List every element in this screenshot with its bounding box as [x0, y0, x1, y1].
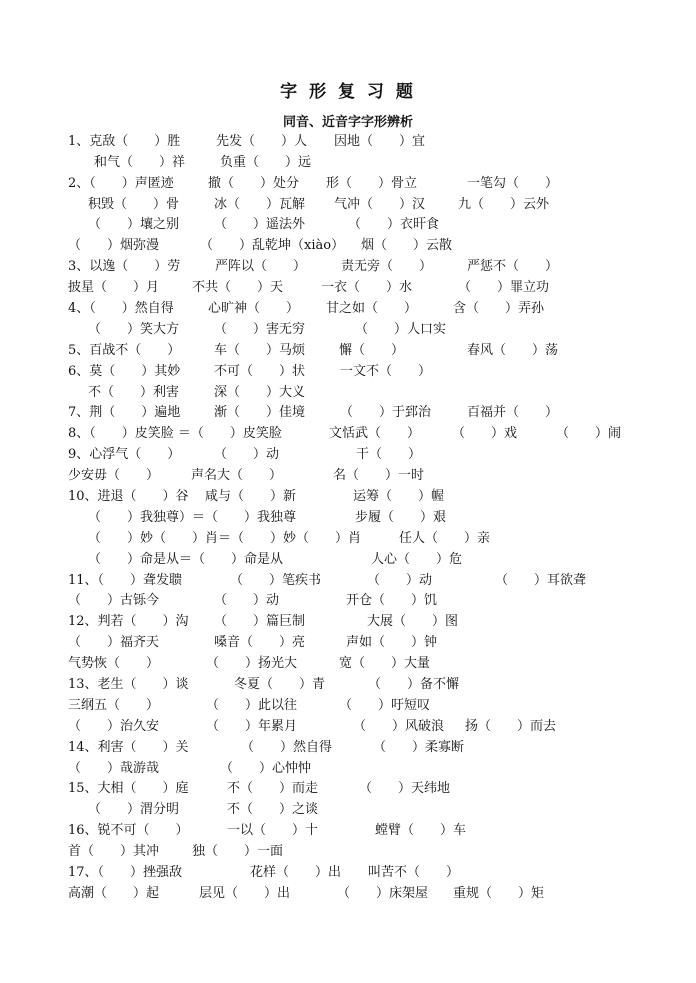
fill-in-blank-item: 因地（ ）宜: [334, 134, 426, 149]
fill-in-blank-item: 1、克敌（ ）胜: [68, 134, 181, 149]
fill-in-blank-item: 干（ ）: [356, 447, 422, 462]
fill-in-blank-item: （ ）笔疾书: [230, 573, 322, 588]
fill-in-blank-item: 首（ ）其冲: [68, 844, 160, 859]
fill-in-blank-item: 声名大（ ）: [191, 468, 283, 483]
fill-in-blank-item: 7、荆（ ）遍地: [68, 405, 181, 420]
fill-in-blank-item: （ ）年累月: [206, 719, 298, 734]
fill-in-blank-item: 一以（ ）十: [227, 823, 319, 838]
fill-in-blank-item: 大展（ ）图: [367, 614, 459, 629]
fill-in-blank-item: （ ）命是从＝（ ）命是从: [88, 552, 284, 567]
fill-in-blank-item: （ ）笑大方: [88, 322, 180, 337]
fill-in-blank-item: （ ）风破浪: [353, 719, 445, 734]
fill-in-blank-item: 任人（ ）亲: [399, 531, 491, 546]
fill-in-blank-item: （ ）衣旰食: [348, 217, 440, 232]
fill-in-blank-item: 重规（ ）矩: [453, 886, 545, 901]
fill-in-blank-item: （ ）动: [367, 573, 433, 588]
fill-in-blank-item: 扬（ ）而去: [465, 719, 557, 734]
fill-in-blank-item: 咸与（ ）新: [205, 489, 297, 504]
fill-in-blank-item: 不（ ）之谈: [227, 802, 319, 817]
fill-in-blank-item: 17、（ ）挫强敌: [68, 865, 183, 880]
fill-in-blank-item: 16、锐不可（ ）: [68, 823, 189, 838]
fill-in-blank-item: 积毁（ ）骨: [88, 197, 180, 212]
fill-in-blank-item: 负重（ ）远: [220, 155, 312, 170]
fill-in-blank-item: 11、（ ）聋发聩: [68, 573, 183, 588]
fill-in-blank-item: 少安毋（ ）: [68, 468, 160, 483]
fill-in-blank-item: 春风（ ）荡: [467, 343, 559, 358]
fill-in-blank-item: （ ）备不懈: [368, 677, 460, 692]
fill-in-blank-item: （ ）戏: [452, 426, 518, 441]
fill-in-blank-item: （ ）心忡忡: [220, 761, 312, 776]
fill-in-blank-item: 气势恢（ ）: [68, 656, 160, 671]
fill-in-blank-item: 甘之如（ ）: [326, 301, 418, 316]
fill-in-blank-item: （ ）柔寡断: [373, 740, 465, 755]
fill-in-blank-item: 3、以逸（ ）劳: [68, 259, 181, 274]
fill-in-blank-item: （ ）哉游哉: [68, 761, 160, 776]
fill-in-blank-item: 层见（ ）出: [199, 886, 291, 901]
fill-in-blank-item: （ ）耳欲聋: [495, 573, 587, 588]
fill-in-blank-item: （ ）天纬地: [359, 781, 451, 796]
fill-in-blank-item: 14、利害（ ）关: [68, 740, 189, 755]
fill-in-blank-item: 10、进退（ ）谷: [68, 489, 189, 504]
fill-in-blank-item: 6、莫（ ）其妙: [68, 364, 181, 379]
fill-in-blank-item: （ ）遥法外: [214, 217, 306, 232]
fill-in-blank-item: 8、（ ）皮笑脸 ＝（ ）皮笑脸: [68, 426, 282, 441]
fill-in-blank-item: 冬夏（ ）青: [234, 677, 326, 692]
fill-in-blank-item: 一衣（ ）水: [321, 280, 413, 295]
fill-in-blank-item: （ ）乱乾坤（xiào）: [200, 238, 345, 253]
fill-in-blank-item: 气冲（ ）汉: [334, 197, 426, 212]
fill-in-blank-item: 叫苦不（ ）: [368, 865, 460, 880]
fill-in-blank-item: （ ）我独尊）＝（ ）我独尊: [88, 510, 297, 525]
fill-in-blank-item: （ ）闹: [556, 426, 622, 441]
page-title: 字 形 复 习 题: [280, 82, 416, 102]
fill-in-blank-item: （ ）篇巨制: [214, 614, 306, 629]
fill-in-blank-item: 高潮（ ）起: [68, 886, 160, 901]
fill-in-blank-item: （ ）人口实: [355, 322, 447, 337]
fill-in-blank-item: 披星（ ）月: [68, 280, 160, 295]
fill-in-blank-item: 人心（ ）危: [371, 552, 463, 567]
fill-in-blank-item: 车（ ）马烦: [214, 343, 306, 358]
fill-in-blank-item: 嗓音（ ）亮: [214, 635, 306, 650]
fill-in-blank-item: （ ）害无穷: [214, 322, 306, 337]
fill-in-blank-item: 百福并（ ）: [467, 405, 559, 420]
fill-in-blank-item: 责无旁（ ）: [341, 259, 433, 274]
fill-in-blank-item: 懈（ ）: [339, 343, 405, 358]
fill-in-blank-item: 运筹（ ）幄: [353, 489, 445, 504]
fill-in-blank-item: 13、老生（ ）谈: [68, 677, 189, 692]
fill-in-blank-item: 一笔勾（ ）: [467, 176, 559, 191]
fill-in-blank-item: （ ）治久安: [68, 719, 160, 734]
fill-in-blank-item: 不（ ）利害: [88, 385, 180, 400]
fill-in-blank-item: （ ）妙（ ）肖＝（ ）妙（ ）肖: [88, 531, 362, 546]
fill-in-blank-item: 5、百战不（ ）: [68, 343, 181, 358]
page-subtitle: 同音、近音字字形辨析: [282, 115, 413, 130]
fill-in-blank-item: 深（ ）大义: [214, 385, 306, 400]
fill-in-blank-item: 冰（ ）瓦解: [214, 197, 306, 212]
fill-in-blank-item: （ ）渭分明: [88, 802, 180, 817]
fill-in-blank-item: 文恬武（ ）: [329, 426, 421, 441]
fill-in-blank-item: （ ）吁短叹: [339, 698, 431, 713]
fill-in-blank-item: 和气（ ）祥: [94, 155, 186, 170]
fill-in-blank-item: 不共（ ）天: [192, 280, 284, 295]
fill-in-blank-item: 宽（ ）大量: [339, 656, 431, 671]
fill-in-blank-item: 九（ ）云外: [458, 197, 550, 212]
fill-in-blank-item: （ ）古铄今: [68, 593, 160, 608]
fill-in-blank-item: （ ）罪立功: [458, 280, 550, 295]
fill-in-blank-item: （ ）动: [214, 447, 280, 462]
fill-in-blank-item: （ ）扬光大: [206, 656, 298, 671]
fill-in-blank-item: 声如（ ）钟: [346, 635, 438, 650]
fill-in-blank-item: 独（ ）一面: [192, 844, 284, 859]
fill-in-blank-item: （ ）床架屋: [337, 886, 429, 901]
fill-in-blank-item: 9、心浮气（ ）: [68, 447, 181, 462]
fill-in-blank-item: 不可（ ）状: [214, 364, 306, 379]
fill-in-blank-item: （ ）动: [214, 593, 280, 608]
fill-in-blank-item: 心旷神（ ）: [208, 301, 300, 316]
fill-in-blank-item: 先发（ ）人: [216, 134, 308, 149]
fill-in-blank-item: 步履（ ）艰: [355, 510, 447, 525]
fill-in-blank-item: （ ）壤之别: [88, 217, 180, 232]
fill-in-blank-item: 烟（ ）云散: [361, 238, 453, 253]
fill-in-blank-item: 开仓（ ）饥: [346, 593, 438, 608]
fill-in-blank-item: （ ）然自得: [241, 740, 333, 755]
fill-in-blank-item: 形（ ）骨立: [326, 176, 418, 191]
fill-in-blank-item: 渐（ ）佳境: [214, 405, 306, 420]
fill-in-blank-item: 撤（ ）处分: [208, 176, 300, 191]
fill-in-blank-item: 一文不（ ）: [340, 364, 432, 379]
fill-in-blank-item: 严阵以（ ）: [215, 259, 307, 274]
fill-in-blank-item: （ ）福齐天: [68, 635, 160, 650]
fill-in-blank-item: 螳臂（ ）车: [375, 823, 467, 838]
fill-in-blank-item: （ ）烟弥漫: [68, 238, 160, 253]
fill-in-blank-item: 2、（ ）声匿迹: [68, 176, 174, 191]
fill-in-blank-item: 严惩不（ ）: [467, 259, 559, 274]
fill-in-blank-item: 15、大相（ ）庭: [68, 781, 189, 796]
fill-in-blank-item: 含（ ）弄孙: [453, 301, 545, 316]
fill-in-blank-item: 三纲五（ ）: [68, 698, 160, 713]
fill-in-blank-item: 花样（ ）出: [250, 865, 342, 880]
fill-in-blank-item: （ ）此以往: [206, 698, 298, 713]
fill-in-blank-item: 不（ ）而走: [227, 781, 319, 796]
fill-in-blank-item: 4、（ ）然自得: [68, 301, 174, 316]
fill-in-blank-item: 名（ ）一时: [333, 468, 425, 483]
fill-in-blank-item: 12、判若（ ）沟: [68, 614, 189, 629]
fill-in-blank-item: （ ）于郅治: [340, 405, 432, 420]
